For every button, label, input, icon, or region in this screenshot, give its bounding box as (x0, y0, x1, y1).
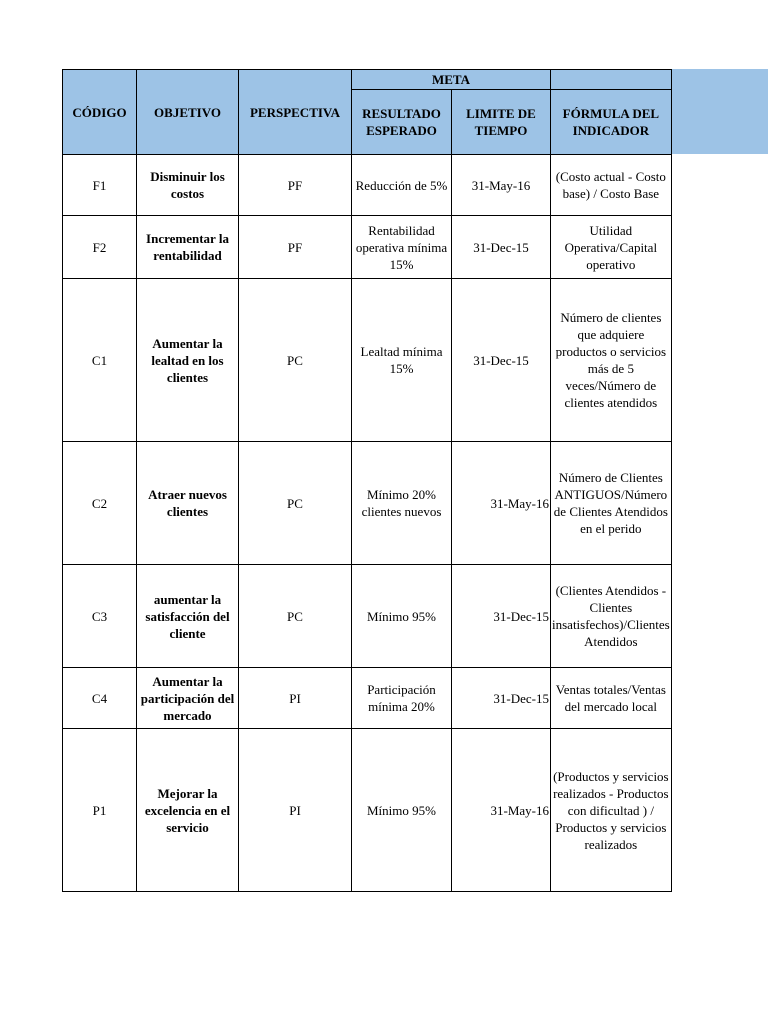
header-formula-top (551, 70, 672, 90)
header-limite: LIMITE DE TIEMPO (452, 90, 551, 155)
cell-perspectiva: PI (239, 668, 352, 729)
cell-resultado: Rentabilidad operativa mínima 15% (352, 216, 452, 279)
cell-limite: 31-Dec-15 (452, 565, 551, 668)
cell-formula: (Costo actual - Costo base) / Costo Base (551, 155, 672, 216)
cell-formula: (Productos y servicios realizados - Productos con dificultad ) / Productos y servicios realizados (551, 729, 672, 892)
cell-objetivo: aumentar la satisfacción del cliente (137, 565, 239, 668)
cell-objetivo: Mejorar la excelencia en el servicio (137, 729, 239, 892)
cell-objetivo: Disminuir los costos (137, 155, 239, 216)
header-perspectiva: PERSPECTIVA (239, 70, 352, 155)
cell-objetivo: Atraer nuevos clientes (137, 442, 239, 565)
cell-resultado: Mínimo 95% (352, 729, 452, 892)
header-row-top (63, 70, 672, 90)
cell-perspectiva: PF (239, 155, 352, 216)
cell-resultado: Reducción de 5% (352, 155, 452, 216)
header-objetivo: OBJETIVO (137, 70, 239, 155)
header-fill-extension (663, 69, 768, 154)
cell-codigo: F1 (63, 155, 137, 216)
cell-limite: 31-May-16 (452, 442, 551, 565)
cell-limite: 31-May-16 (452, 155, 551, 216)
cell-formula: Número de clientes que adquiere productos o servicios más de 5 veces/Número de clientes atendidos (551, 279, 672, 442)
cell-perspectiva: PC (239, 442, 352, 565)
cell-perspectiva: PI (239, 729, 352, 892)
table-row (63, 729, 672, 892)
cell-codigo: C1 (63, 279, 137, 442)
table-row (63, 279, 672, 442)
cell-perspectiva: PC (239, 279, 352, 442)
header-formula: FÓRMULA DEL INDICADOR (551, 90, 672, 155)
cell-objetivo: Incrementar la rentabilidad (137, 216, 239, 279)
cell-formula: (Clientes Atendidos - Clientes insatisfechos)/Clientes Atendidos (551, 565, 672, 668)
table-row (63, 442, 672, 565)
cell-limite: 31-Dec-15 (452, 668, 551, 729)
cell-perspectiva: PC (239, 565, 352, 668)
cell-limite: 31-May-16 (452, 729, 551, 892)
cell-objetivo: Aumentar la lealtad en los clientes (137, 279, 239, 442)
cell-codigo: C2 (63, 442, 137, 565)
cell-resultado: Lealtad mínima 15% (352, 279, 452, 442)
header-codigo: CÓDIGO (63, 70, 137, 155)
header-resultado: RESULTADO ESPERADO (352, 90, 452, 155)
header-meta: META (352, 70, 551, 90)
table-row (63, 565, 672, 668)
cell-formula: Utilidad Operativa/Capital operativo (551, 216, 672, 279)
cell-formula: Ventas totales/Ventas del mercado local (551, 668, 672, 729)
cell-codigo: C4 (63, 668, 137, 729)
cell-resultado: Participación mínima 20% (352, 668, 452, 729)
cell-objetivo: Aumentar la participación del mercado (137, 668, 239, 729)
cell-formula: Número de Clientes ANTIGUOS/Número de Clientes Atendidos en el perido (551, 442, 672, 565)
cell-resultado: Mínimo 95% (352, 565, 452, 668)
table-row (63, 155, 672, 216)
cell-codigo: F2 (63, 216, 137, 279)
cell-codigo: P1 (63, 729, 137, 892)
cell-codigo: C3 (63, 565, 137, 668)
cell-limite: 31-Dec-15 (452, 279, 551, 442)
cell-resultado: Mínimo 20% clientes nuevos (352, 442, 452, 565)
table-row (63, 216, 672, 279)
cell-perspectiva: PF (239, 216, 352, 279)
cell-limite: 31-Dec-15 (452, 216, 551, 279)
table-row (63, 668, 672, 729)
indicator-table (62, 69, 672, 892)
